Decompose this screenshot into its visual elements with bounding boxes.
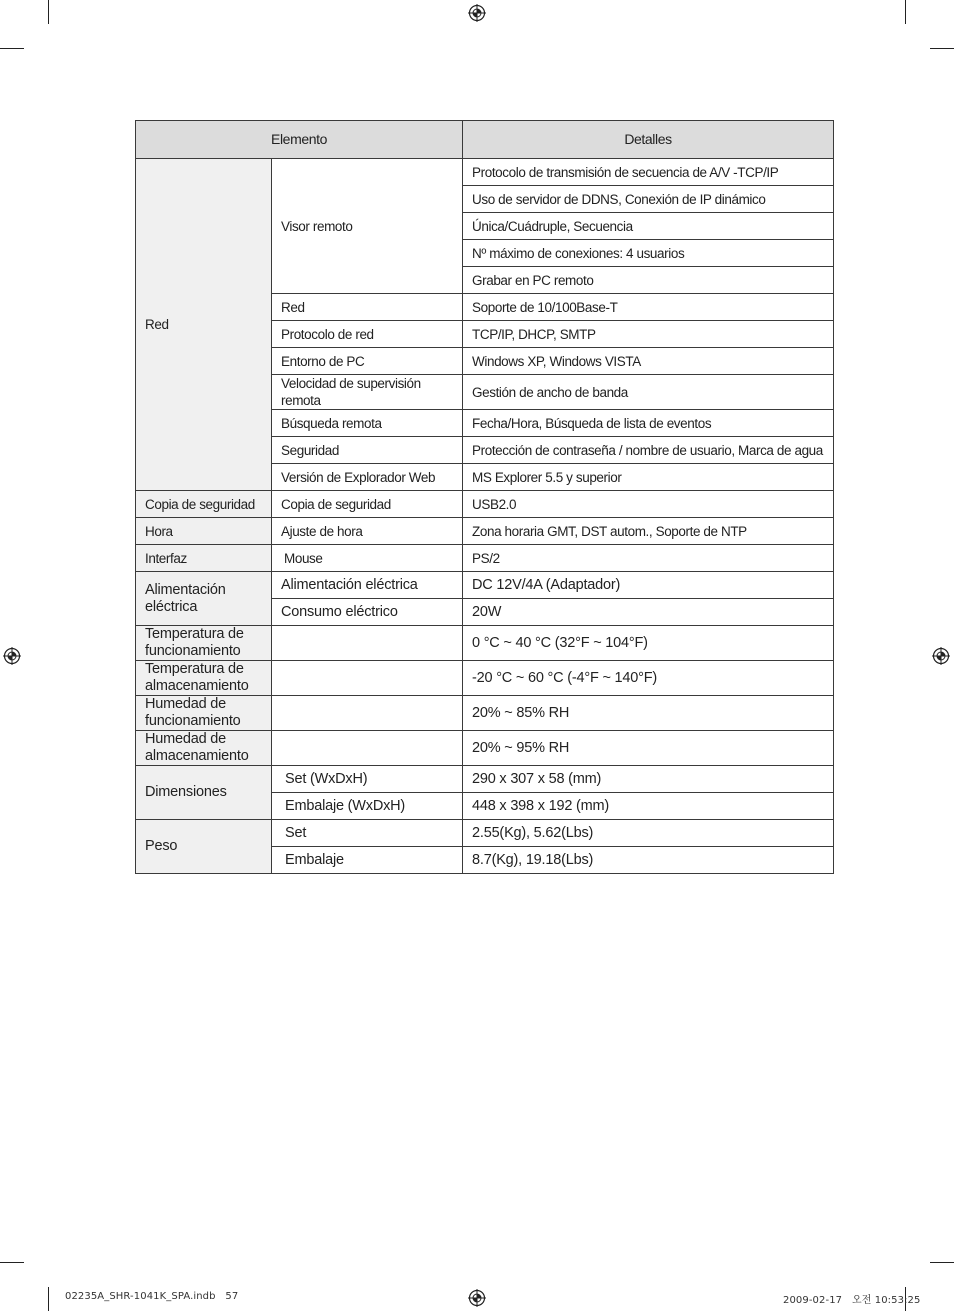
sub-cell: Velocidad de supervisión remota — [272, 375, 463, 410]
detail-cell: Fecha/Hora, Búsqueda de lista de eventos — [463, 410, 834, 437]
detail-cell: Zona horaria GMT, DST autom., Soporte de NTP — [463, 518, 834, 545]
table-row — [136, 731, 834, 766]
detail-cell: Única/Cuádruple, Secuencia — [463, 213, 834, 240]
sub-cell: Embalaje — [272, 847, 463, 874]
detail-cell: 8.7(Kg), 19.18(Lbs) — [463, 847, 834, 874]
item-peso: Peso — [136, 820, 272, 874]
sub-cell: Alimentación eléctrica — [272, 572, 463, 599]
item-interfaz: Interfaz — [136, 545, 272, 572]
item-hum-func: Humedad de funcionamiento — [136, 696, 272, 731]
table-row — [136, 572, 834, 599]
detail-cell: PS/2 — [463, 545, 834, 572]
sub-cell-empty — [272, 731, 463, 766]
detail-cell: DC 12V/4A (Adaptador) — [463, 572, 834, 599]
header-item: Elemento — [136, 121, 463, 159]
footer-timestamp: 2009-02-17 오전 10:53:25 — [783, 1295, 921, 1306]
item-copia: Copia de seguridad — [136, 491, 272, 518]
detail-cell: -20 °C ~ 60 °C (-4°F ~ 140°F) — [463, 661, 834, 696]
table-row — [136, 626, 834, 661]
spec-table — [135, 120, 834, 874]
detail-cell: Nº máximo de conexiones: 4 usuarios — [463, 240, 834, 267]
item-temp-alm: Temperatura de almacenamiento — [136, 661, 272, 696]
sub-cell: Protocolo de red — [272, 321, 463, 348]
item-alimentacion: Alimentación eléctrica — [136, 572, 272, 626]
crop-mark — [930, 1262, 954, 1263]
detail-cell: TCP/IP, DHCP, SMTP — [463, 321, 834, 348]
table-row — [136, 491, 834, 518]
crop-mark — [48, 1287, 49, 1311]
detail-cell: 2.55(Kg), 5.62(Lbs) — [463, 820, 834, 847]
sub-cell: Mouse — [272, 545, 463, 572]
detail-cell: Protocolo de transmisión de secuencia de A/V -TCP/IP — [463, 159, 834, 186]
detail-cell: USB2.0 — [463, 491, 834, 518]
sub-cell: Set (WxDxH) — [272, 766, 463, 793]
detail-cell: Uso de servidor de DDNS, Conexión de IP dinámico — [463, 186, 834, 213]
table-row — [136, 518, 834, 545]
table-row — [136, 661, 834, 696]
item-hum-alm: Humedad de almacenamiento — [136, 731, 272, 766]
table-row — [136, 159, 834, 186]
detail-cell: 448 x 398 x 192 (mm) — [463, 793, 834, 820]
table-row — [136, 766, 834, 793]
registration-mark-icon — [468, 4, 486, 22]
detail-cell: Soporte de 10/100Base-T — [463, 294, 834, 321]
sub-cell: Consumo eléctrico — [272, 599, 463, 626]
item-red: Red — [136, 159, 272, 491]
registration-mark-icon — [468, 1289, 486, 1307]
sub-cell: Seguridad — [272, 437, 463, 464]
sub-cell-empty — [272, 696, 463, 731]
registration-mark-icon — [932, 647, 950, 665]
detail-cell: MS Explorer 5.5 y superior — [463, 464, 834, 491]
table-header-row — [136, 121, 834, 159]
sub-cell: Embalaje (WxDxH) — [272, 793, 463, 820]
item-hora: Hora — [136, 518, 272, 545]
sub-cell-empty — [272, 661, 463, 696]
sub-cell: Búsqueda remota — [272, 410, 463, 437]
table-row — [136, 545, 834, 572]
detail-cell: Gestión de ancho de banda — [463, 375, 834, 410]
table-row — [136, 696, 834, 731]
detail-cell: Grabar en PC remoto — [463, 267, 834, 294]
crop-mark — [48, 0, 49, 24]
registration-mark-icon — [3, 647, 21, 665]
item-dimensiones: Dimensiones — [136, 766, 272, 820]
sub-cell: Red — [272, 294, 463, 321]
sub-visor-remoto: Visor remoto — [272, 159, 463, 294]
detail-cell: Windows XP, Windows VISTA — [463, 348, 834, 375]
crop-mark — [0, 48, 24, 49]
detail-cell: 20% ~ 85% RH — [463, 696, 834, 731]
sub-cell: Entorno de PC — [272, 348, 463, 375]
header-details: Detalles — [463, 121, 834, 159]
detail-cell: 20W — [463, 599, 834, 626]
detail-cell: 0 °C ~ 40 °C (32°F ~ 104°F) — [463, 626, 834, 661]
item-temp-func: Temperatura de funcionamiento — [136, 626, 272, 661]
sub-cell: Copia de seguridad — [272, 491, 463, 518]
sub-cell: Versión de Explorador Web — [272, 464, 463, 491]
crop-mark — [0, 1262, 24, 1263]
table-row — [136, 820, 834, 847]
sub-cell: Set — [272, 820, 463, 847]
sub-cell-empty — [272, 626, 463, 661]
footer-file-info: 02235A_SHR-1041K_SPA.indb 57 — [65, 1291, 239, 1302]
crop-mark — [905, 0, 906, 24]
detail-cell: Protección de contraseña / nombre de usuario, Marca de agua — [463, 437, 834, 464]
crop-mark — [930, 48, 954, 49]
detail-cell: 20% ~ 95% RH — [463, 731, 834, 766]
sub-cell: Ajuste de hora — [272, 518, 463, 545]
detail-cell: 290 x 307 x 58 (mm) — [463, 766, 834, 793]
